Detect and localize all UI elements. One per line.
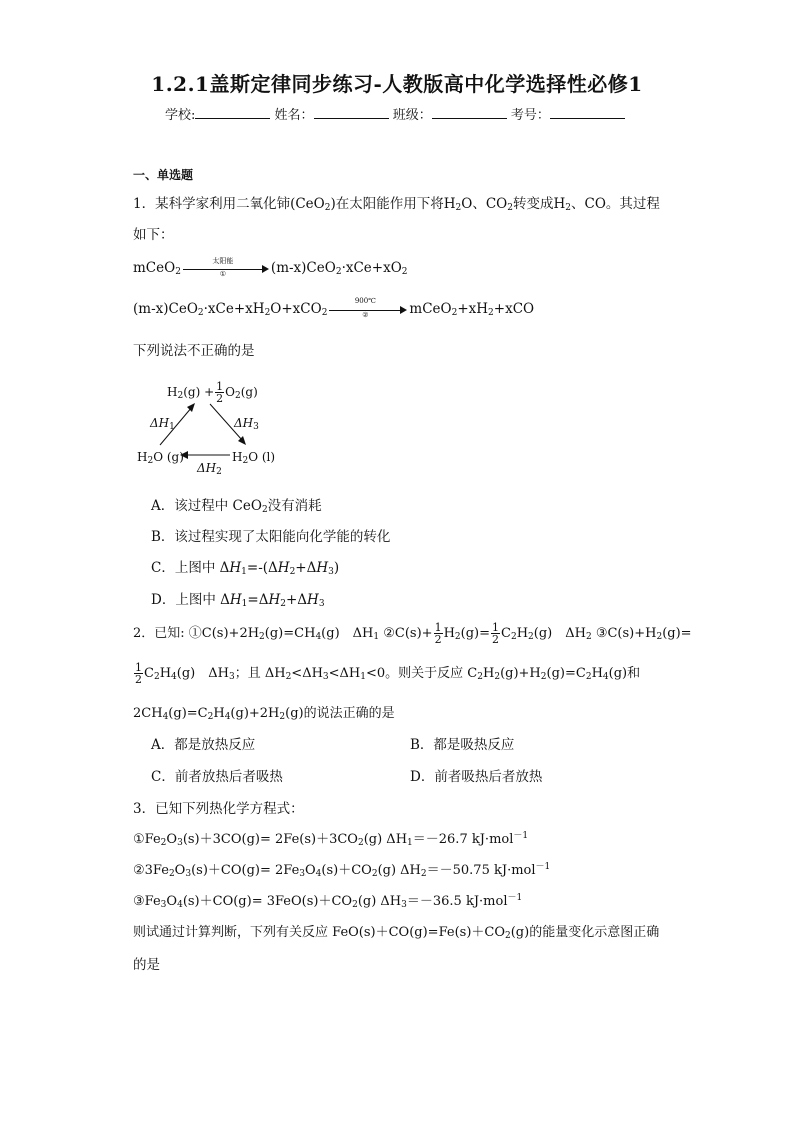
name-blank: [314, 106, 389, 119]
q3-prompt-line1: 则试通过计算判断，下列有关反应 $FeO(s)+CO(g)=Fe(s)+CO_2(g)$的能量变化示意图正确: [133, 925, 660, 941]
q1-equation-2: $(m-x)CeO_2\cdot xCe+xH_2O+xCO_2$ 900℃ ② $mCeO_2+xH_2+xCO$: [133, 296, 535, 319]
cycle-top-species: $H_2(g)$ + $\frac{1}{2}$ $O_2(g)$: [167, 380, 258, 405]
school-blank: [195, 106, 270, 119]
q3-equation-3: $③Fe_3O_4(s)+CO(g)= 3FeO(s)+CO_2(g)$ $\Delta H_3=-36.5$ kJ·mol$^{-1}$: [133, 893, 523, 910]
q1-option-c[interactable]: C．上图中 $\Delta H_1=-(\Delta H_2+\Delta H_3)$: [151, 560, 340, 577]
cycle-left-species: $H_2O$ (g): [137, 450, 184, 466]
q2-option-d[interactable]: D．前者吸热后者放热: [410, 769, 543, 785]
name-label: 姓名：: [274, 108, 314, 123]
q1-option-d[interactable]: D．上图中 $\Delta H_1=\Delta H_2+\Delta H_3$: [151, 592, 325, 609]
section-heading: 一、单选题: [133, 168, 194, 182]
reaction-arrow-2: 900℃ ②: [329, 303, 407, 317]
q1-equation-1: mCeO$_2$ 太阳能 ① $(m-x)CeO_2\cdot xCe+xO_2$: [133, 256, 408, 278]
q1-stem-line1: 1．某科学家利用二氧化铈(CeO$_2$)在太阳能作用下将$H_2O$、$CO_2$转变成$H_2$、CO。其过程: [133, 196, 660, 213]
exam-no-blank: [550, 106, 625, 119]
q2-stem-line3: $2CH_4(g)=C_2H_4(g)+2H_2(g)$的说法正确的是: [133, 706, 395, 722]
q2-option-a[interactable]: A．都是放热反应: [151, 737, 256, 753]
q3-prompt-line2: 的是: [133, 957, 160, 973]
q1-option-a[interactable]: A．该过程中 CeO$_2$没有消耗: [151, 498, 322, 515]
cycle-dh3-label: $\Delta H_3$: [234, 416, 259, 432]
q2-stem-line1: 2．已知: $①C(s)+2H_2(g)=CH_4(g)$ $\Delta H_1$ ②C(s)+ $\frac{1}{2}$ $H_2(g)=$ $\frac{1}{2}$ $C_2H_2(g)$ $\Delta H_2$ $③C(s)+H_2(g)=$: [133, 621, 692, 646]
q2-option-b[interactable]: B．都是吸热反应: [410, 737, 515, 753]
page-title: 1.2.1盖斯定律同步练习-人教版高中化学选择性必修1: [151, 72, 643, 96]
q3-equation-2: $②3Fe_2O_3(s)+CO(g)= 2Fe_3O_4(s)+CO_2(g)$ $\Delta H_2=-50.75$ kJ·mol$^{-1}$: [133, 862, 551, 879]
class-label: 班级：: [392, 108, 432, 123]
cycle-dh2-label: $\Delta H_2$: [197, 461, 222, 477]
half-fraction: $\frac{1}{2}$: [216, 380, 224, 405]
school-label: 学校:: [165, 108, 196, 123]
class-blank: [432, 106, 507, 119]
q2-stem-line2: $\frac{1}{2}$ $C_2H_4(g)$ $\Delta H_3$；且 $\Delta H_2<\Delta H_3<\Delta H_1<0$。则关于反应 $C_2H_2(g)+H_2(g)=C_2H_4(g)$和: [135, 661, 641, 686]
reaction-arrow-1: 太阳能 ①: [183, 262, 269, 276]
q3-stem: 3．已知下列热化学方程式：: [133, 801, 304, 817]
q1-prompt: 下列说法不正确的是: [133, 343, 255, 359]
q1-option-b[interactable]: B．该过程实现了太阳能向化学能的转化: [151, 529, 391, 545]
cycle-dh1-label: $\Delta H_1$: [150, 416, 175, 432]
q3-equation-1: $①Fe_2O_3(s)+3CO(g)= 2Fe(s)+3CO_2(g)$ $\Delta H_1=-26.7$ kJ·mol$^{-1}$: [133, 831, 529, 848]
exam-no-label: 考号：: [510, 108, 550, 123]
q1-stem-line2: 如下：: [133, 227, 174, 243]
cycle-right-species: $H_2O$ (l): [232, 450, 276, 466]
student-info-line: [165, 104, 625, 123]
q2-option-c[interactable]: C．前者放热后者吸热: [151, 769, 283, 785]
